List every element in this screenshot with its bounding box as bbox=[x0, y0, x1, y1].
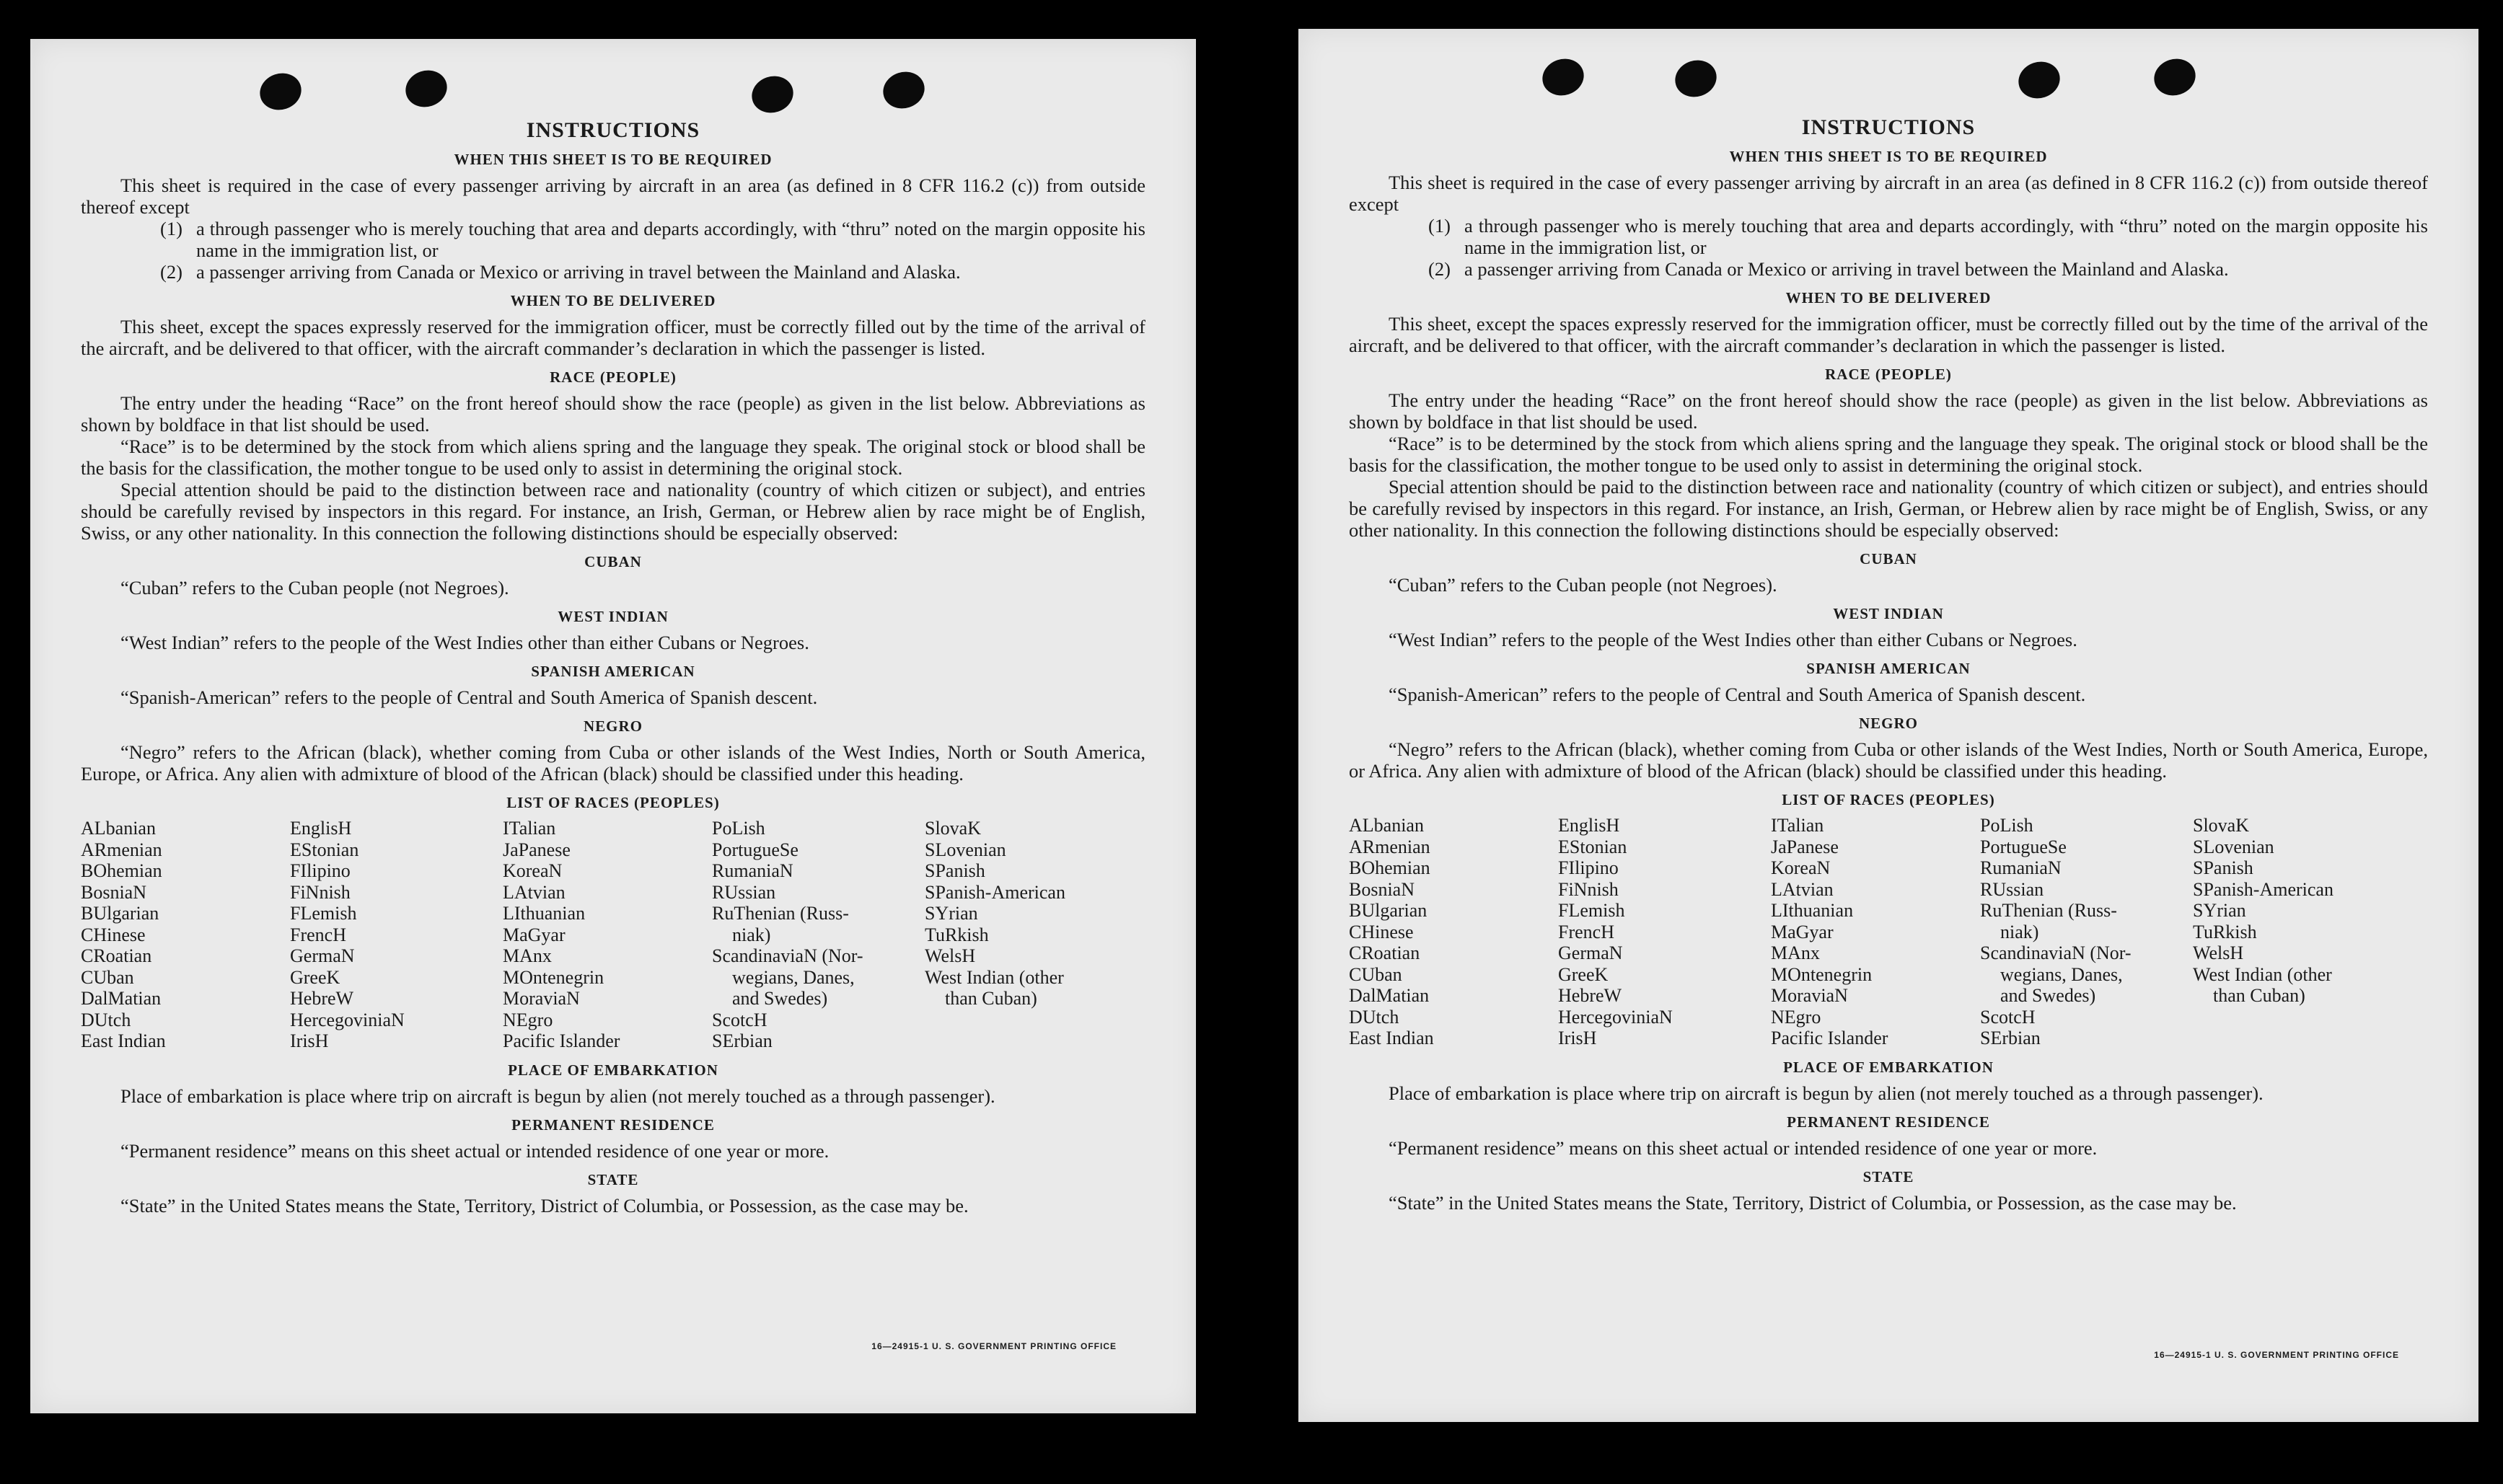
race-entry: ITalian bbox=[503, 818, 556, 839]
punch-hole bbox=[747, 71, 799, 118]
punch-hole bbox=[1538, 53, 1589, 100]
race-entry: SLovenian bbox=[2193, 836, 2274, 857]
race-entry: WelsH bbox=[925, 945, 976, 966]
section-heading: RACE (PEOPLE) bbox=[1825, 366, 1952, 383]
section-heading: WHEN TO BE DELIVERED bbox=[1785, 289, 1992, 306]
section-heading: LIST OF RACES (PEOPLES) bbox=[506, 794, 720, 811]
race-entry: ALbanian bbox=[1349, 815, 1424, 836]
section-heading: STATE bbox=[587, 1170, 639, 1188]
race-column bbox=[1980, 815, 2193, 1049]
race-entry: and Swedes) bbox=[732, 988, 828, 1009]
item-text: a through passenger who is merely touching that area and departs accordingly, with “thru” noted on the margin opposite his name in the immigration list, or bbox=[196, 218, 1145, 261]
race-entry: JaPanese bbox=[1771, 836, 1839, 857]
paragraph: “Cuban” refers to the Cuban people (not Negroes). bbox=[120, 577, 509, 599]
race-entry: FLemish bbox=[1558, 900, 1625, 921]
race-entry: TuRkish bbox=[925, 924, 989, 945]
paragraph: The entry under the heading “Race” on the front hereof should show the race (people) as given in the list below. Abbreviations as shown by boldface in that list should be used. bbox=[81, 392, 1145, 436]
race-entry: Pacific Islander bbox=[1771, 1028, 1888, 1048]
paragraph: “Negro” refers to the African (black), whether coming from Cuba or other islands of the West Indies, North or South America, Europe, or Africa. Any alien with admixture of blood of the African (black) should be classified under this heading. bbox=[1349, 738, 2428, 782]
race-column bbox=[1558, 815, 1771, 1049]
race-entry: KoreaN bbox=[1771, 857, 1831, 878]
paragraph: This sheet is required in the case of every passenger arriving by aircraft in an area (as defined in 8 CFR 116.2 (c)) from outside thereof except bbox=[81, 175, 1145, 218]
section-heading: PERMANENT RESIDENCE bbox=[511, 1116, 715, 1134]
race-entry: RumaniaN bbox=[712, 860, 793, 881]
race-entry: PortugueSe bbox=[1980, 836, 2067, 857]
item-number: (1) bbox=[1428, 215, 1451, 237]
item-number: (2) bbox=[160, 261, 182, 283]
race-entry: HercegoviniaN bbox=[290, 1009, 405, 1030]
race-entry: CUban bbox=[1349, 963, 1402, 985]
section-heading: STATE bbox=[1862, 1167, 1914, 1185]
section-heading: PERMANENT RESIDENCE bbox=[1787, 1113, 1990, 1131]
race-column bbox=[1349, 815, 1558, 1049]
race-entry: MOntenegrin bbox=[1771, 963, 1873, 985]
paragraph: Special attention should be paid to the distinction between race and nationality (country of which citizen or subject), and entries should be carefully revised by inspectors in this regard. For instance, an Irish, German, or Hebrew alien by race might be of English, Swiss, or any other nationality. In this connection the following distinctions should be especially observed: bbox=[81, 479, 1145, 544]
paragraph: Place of embarkation is place where trip on aircraft is begun by alien (not merely touched as a through passenger). bbox=[120, 1085, 995, 1107]
race-entry: MAnx bbox=[503, 945, 552, 966]
race-entry: BOhemian bbox=[81, 860, 162, 881]
race-entry: NEgro bbox=[1771, 1006, 1821, 1028]
race-entry: EStonian bbox=[1558, 836, 1627, 857]
race-entry: WelsH bbox=[2193, 942, 2244, 963]
punch-hole bbox=[401, 65, 452, 112]
race-entry: than Cuban) bbox=[2213, 985, 2305, 1006]
item-number: (2) bbox=[1428, 258, 1451, 280]
race-entry: GermaN bbox=[1558, 942, 1623, 963]
item-text: a passenger arriving from Canada or Mexico or arriving in travel between the Mainland and Alaska. bbox=[196, 261, 961, 283]
paragraph: “State” in the United States means the State, Territory, District of Columbia, or Possession, as the case may be. bbox=[120, 1194, 969, 1216]
race-entry: Pacific Islander bbox=[503, 1030, 620, 1051]
race-entry: ITalian bbox=[1771, 815, 1824, 836]
race-entry: LIthuanian bbox=[503, 903, 586, 924]
race-entry: niak) bbox=[732, 924, 771, 945]
section-heading: WEST INDIAN bbox=[1833, 605, 1944, 622]
race-entry: EnglisH bbox=[1558, 815, 1620, 836]
section-heading: NEGRO bbox=[583, 717, 643, 735]
race-entry: ALbanian bbox=[81, 818, 156, 839]
punch-hole bbox=[2150, 53, 2201, 100]
race-column bbox=[290, 818, 503, 1052]
race-entry: BUlgarian bbox=[1349, 900, 1428, 921]
race-entry: DUtch bbox=[81, 1009, 131, 1030]
printer-imprint: 16—24915-1 U. S. GOVERNMENT PRINTING OFFICE bbox=[2154, 1350, 2399, 1360]
paragraph: “Spanish-American” refers to the people of Central and South America of Spanish descent. bbox=[120, 686, 818, 708]
paragraph: “Race” is to be determined by the stock from which aliens spring and the language they speak. The original stock or blood shall be the basis for the classification, the mother tongue to be used only to assist in determining the original stock. bbox=[1349, 433, 2428, 476]
section-heading: PLACE OF EMBARKATION bbox=[508, 1061, 718, 1079]
race-entry: NEgro bbox=[503, 1009, 553, 1030]
race-entry: and Swedes) bbox=[2000, 985, 2096, 1006]
race-entry: SLovenian bbox=[925, 839, 1006, 860]
exception-list bbox=[1349, 215, 2428, 280]
section-heading: RACE (PEOPLE) bbox=[550, 368, 677, 386]
race-column bbox=[712, 818, 925, 1052]
document-page-right bbox=[1298, 29, 2478, 1422]
race-entry: FIlipino bbox=[1558, 857, 1619, 878]
section-heading: WHEN TO BE DELIVERED bbox=[510, 292, 716, 309]
race-entry: SlovaK bbox=[2193, 815, 2249, 836]
section-heading: SPANISH AMERICAN bbox=[531, 663, 695, 680]
race-entry: RuThenian (Russ- bbox=[1980, 900, 2117, 921]
race-entry: DalMatian bbox=[81, 988, 162, 1009]
race-list bbox=[81, 818, 1145, 1052]
race-entry: PoLish bbox=[1980, 815, 2033, 836]
list-item bbox=[81, 218, 1145, 261]
paragraph: “Permanent residence” means on this sheet actual or intended residence of one year or more. bbox=[120, 1139, 830, 1162]
race-entry: MoraviaN bbox=[1771, 985, 1848, 1006]
paragraph: “Permanent residence” means on this sheet actual or intended residence of one year or more. bbox=[1389, 1136, 2098, 1159]
punch-hole bbox=[1671, 55, 1722, 102]
race-entry: DUtch bbox=[1349, 1006, 1399, 1028]
race-entry: FiNnish bbox=[1558, 878, 1619, 900]
race-entry: BUlgarian bbox=[81, 903, 159, 924]
race-entry: SPanish-American bbox=[925, 881, 1065, 903]
race-entry: BOhemian bbox=[1349, 857, 1430, 878]
race-entry: SYrian bbox=[2193, 900, 2246, 921]
race-entry: LIthuanian bbox=[1771, 900, 1854, 921]
race-entry: East Indian bbox=[1349, 1028, 1434, 1048]
race-entry: CHinese bbox=[1349, 921, 1414, 942]
race-entry: MAnx bbox=[1771, 942, 1820, 963]
race-entry: ScotcH bbox=[712, 1009, 767, 1030]
race-entry: TuRkish bbox=[2193, 921, 2257, 942]
race-column bbox=[925, 818, 1145, 1052]
race-entry: GreeK bbox=[290, 966, 340, 988]
race-entry: CHinese bbox=[81, 924, 146, 945]
race-entry: IrisH bbox=[1558, 1028, 1597, 1048]
race-entry: DalMatian bbox=[1349, 985, 1430, 1006]
race-entry: ScandinaviaN (Nor- bbox=[1980, 942, 2132, 963]
race-entry: FrencH bbox=[290, 924, 346, 945]
race-entry: EnglisH bbox=[290, 818, 352, 839]
race-entry: East Indian bbox=[81, 1030, 166, 1051]
paragraph: This sheet is required in the case of every passenger arriving by aircraft in an area (as defined in 8 CFR 116.2 (c)) from outside thereof except bbox=[1349, 172, 2428, 215]
race-entry: SErbian bbox=[712, 1030, 773, 1051]
race-entry: niak) bbox=[2000, 921, 2039, 942]
exception-list bbox=[81, 218, 1145, 283]
race-column bbox=[2193, 815, 2428, 1049]
race-entry: FrencH bbox=[1558, 921, 1614, 942]
paragraph: “Race” is to be determined by the stock from which aliens spring and the language they speak. The original stock or blood shall be the basis for the classification, the mother tongue to be used only to assist in determining the original stock. bbox=[81, 436, 1145, 479]
race-entry: LAtvian bbox=[503, 881, 566, 903]
race-entry: FiNnish bbox=[290, 881, 351, 903]
race-entry: MoraviaN bbox=[503, 988, 580, 1009]
race-entry: HebreW bbox=[290, 988, 354, 1009]
race-entry: SErbian bbox=[1980, 1028, 2041, 1048]
instructions-body bbox=[1349, 117, 2428, 1214]
race-entry: West Indian (other bbox=[925, 966, 1064, 988]
paragraph: “Cuban” refers to the Cuban people (not Negroes). bbox=[1389, 574, 1777, 596]
document-page-left bbox=[30, 39, 1196, 1413]
race-column bbox=[1771, 815, 1980, 1049]
paragraph: “Negro” refers to the African (black), whether coming from Cuba or other islands of the West Indies, North or South America, Europe, or Africa. Any alien with admixture of blood of the African (black) should be classified under this heading. bbox=[81, 741, 1145, 785]
race-entry: SPanish bbox=[925, 860, 985, 881]
punch-hole bbox=[879, 66, 930, 113]
paragraph: “State” in the United States means the State, Territory, District of Columbia, or Possession, as the case may be. bbox=[1389, 1191, 2237, 1214]
race-entry: West Indian (other bbox=[2193, 963, 2332, 985]
race-entry: CRoatian bbox=[81, 945, 152, 966]
item-text: a through passenger who is merely touching that area and departs accordingly, with “thru” noted on the margin opposite his name in the immigration list, or bbox=[1464, 215, 2428, 258]
section-heading: WHEN THIS SHEET IS TO BE REQUIRED bbox=[1729, 148, 2048, 165]
race-entry: ScotcH bbox=[1980, 1006, 2036, 1028]
paragraph: “West Indian” refers to the people of the West Indies other than either Cubans or Negroes. bbox=[1389, 629, 2077, 650]
section-heading: WHEN THIS SHEET IS TO BE REQUIRED bbox=[454, 151, 773, 168]
race-entry: GermaN bbox=[290, 945, 355, 966]
race-entry: SlovaK bbox=[925, 818, 981, 839]
punch-hole bbox=[255, 68, 307, 115]
race-entry: KoreaN bbox=[503, 860, 563, 881]
race-entry: JaPanese bbox=[503, 839, 571, 860]
race-entry: BosniaN bbox=[81, 881, 146, 903]
race-entry: SPanish bbox=[2193, 857, 2253, 878]
section-heading: CUBAN bbox=[1860, 550, 1917, 567]
paragraph: This sheet, except the spaces expressly reserved for the immigration officer, must be correctly filled out by the time of the arrival of the aircraft, and be delivered to that officer, with the aircraft commander’s declaration in which the passenger is listed. bbox=[1349, 313, 2428, 356]
race-column bbox=[81, 818, 290, 1052]
race-entry: SYrian bbox=[925, 903, 978, 924]
list-item bbox=[1349, 215, 2428, 258]
race-entry: than Cuban) bbox=[945, 988, 1037, 1009]
race-entry: wegians, Danes, bbox=[2000, 963, 2123, 985]
race-entry: ARmenian bbox=[81, 839, 162, 860]
race-entry: EStonian bbox=[290, 839, 359, 860]
race-entry: MOntenegrin bbox=[503, 966, 604, 988]
section-heading: LIST OF RACES (PEOPLES) bbox=[1782, 791, 1995, 808]
race-entry: MaGyar bbox=[503, 924, 566, 945]
race-entry: RumaniaN bbox=[1980, 857, 2062, 878]
race-entry: MaGyar bbox=[1771, 921, 1834, 942]
race-entry: ScandinaviaN (Nor- bbox=[712, 945, 863, 966]
race-entry: RUssian bbox=[712, 881, 776, 903]
paragraph: “West Indian” refers to the people of the West Indies other than either Cubans or Negroes. bbox=[120, 632, 809, 653]
race-entry: HebreW bbox=[1558, 985, 1622, 1006]
section-heading: PLACE OF EMBARKATION bbox=[1783, 1058, 1994, 1076]
section-heading: CUBAN bbox=[584, 553, 642, 570]
page-title: INSTRUCTIONS bbox=[526, 118, 700, 142]
paragraph: “Spanish-American” refers to the people of Central and South America of Spanish descent. bbox=[1389, 684, 2086, 705]
instructions-body bbox=[81, 120, 1145, 1216]
punch-hole bbox=[2014, 56, 2065, 103]
paragraph: This sheet, except the spaces expressly reserved for the immigration officer, must be correctly filled out by the time of the arrival of the aircraft, and be delivered to that officer, with the aircraft commander’s declaration in which the passenger is listed. bbox=[81, 316, 1145, 359]
section-heading: SPANISH AMERICAN bbox=[1806, 660, 1971, 677]
list-item bbox=[81, 261, 1145, 283]
race-entry: SPanish-American bbox=[2193, 878, 2333, 900]
race-entry: CRoatian bbox=[1349, 942, 1420, 963]
race-entry: RUssian bbox=[1980, 878, 2044, 900]
item-number: (1) bbox=[160, 218, 182, 239]
race-list bbox=[1349, 815, 2428, 1049]
section-heading: NEGRO bbox=[1858, 715, 1918, 732]
race-entry: IrisH bbox=[290, 1030, 329, 1051]
race-entry: RuThenian (Russ- bbox=[712, 903, 849, 924]
race-entry: PoLish bbox=[712, 818, 765, 839]
race-entry: PortugueSe bbox=[712, 839, 799, 860]
race-column bbox=[503, 818, 712, 1052]
paragraph: Special attention should be paid to the distinction between race and nationality (country of which citizen or subject), and entries should be carefully revised by inspectors in this regard. For instance, an Irish, German, or Hebrew alien by race might be of English, Swiss, or any other nationality. In this connection the following distinctions should be especially observed: bbox=[1349, 476, 2428, 541]
item-text: a passenger arriving from Canada or Mexico or arriving in travel between the Mainland and Alaska. bbox=[1464, 258, 2229, 280]
paragraph: The entry under the heading “Race” on the front hereof should show the race (people) as given in the list below. Abbreviations as shown by boldface in that list should be used. bbox=[1349, 389, 2428, 433]
race-entry: ARmenian bbox=[1349, 836, 1430, 857]
printer-imprint: 16—24915-1 U. S. GOVERNMENT PRINTING OFFICE bbox=[871, 1341, 1117, 1351]
race-entry: LAtvian bbox=[1771, 878, 1834, 900]
race-entry: FLemish bbox=[290, 903, 357, 924]
race-entry: HercegoviniaN bbox=[1558, 1006, 1673, 1028]
race-entry: FIlipino bbox=[290, 860, 351, 881]
page-title: INSTRUCTIONS bbox=[1801, 115, 1976, 139]
paragraph: Place of embarkation is place where trip on aircraft is begun by alien (not merely touched as a through passenger). bbox=[1389, 1082, 2264, 1104]
race-entry: CUban bbox=[81, 966, 134, 988]
race-entry: BosniaN bbox=[1349, 878, 1415, 900]
list-item bbox=[1349, 258, 2428, 280]
race-entry: wegians, Danes, bbox=[732, 966, 855, 988]
section-heading: WEST INDIAN bbox=[558, 608, 669, 625]
race-entry: GreeK bbox=[1558, 963, 1609, 985]
